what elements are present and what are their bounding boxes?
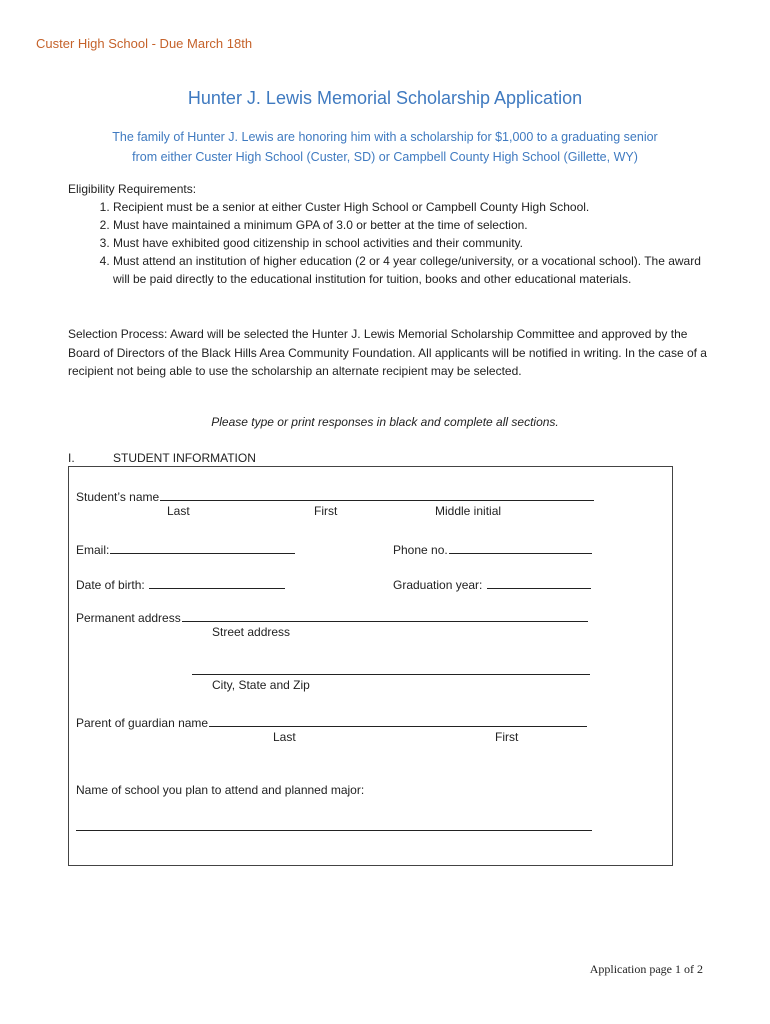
intro-line-1: The family of Hunter J. Lewis are honoring him with a scholarship for $1,000 to a graduating senior xyxy=(112,130,658,144)
eligibility-section xyxy=(68,180,708,288)
school-major-input[interactable] xyxy=(76,817,592,831)
selection-process: Selection Process: Award will be selected the Hunter J. Lewis Memorial Scholarship Committee and approved by the Board of Directors of the Black Hills Area Community Foundation. All applicants will be notified in writing. In the case of a recipient not being able to use the scholarship an alternate recipient may be selected. xyxy=(68,327,707,378)
student-name-input[interactable] xyxy=(160,487,594,501)
email-field xyxy=(76,540,295,557)
street-address-sub: Street address xyxy=(212,625,291,639)
city-state-zip-sub: City, State and Zip xyxy=(212,678,310,692)
guardian-name-input[interactable] xyxy=(209,713,587,727)
page-footer: Application page 1 of 2 xyxy=(589,962,703,976)
student-name-label: Student’s name xyxy=(76,490,160,504)
page-title: Hunter J. Lewis Memorial Scholarship Application xyxy=(187,88,583,108)
school-field-label: Name of school you plan to attend and planned major: xyxy=(76,783,365,797)
name-sub-last: Last xyxy=(167,504,190,518)
student-info-box xyxy=(68,466,673,866)
student-name-field xyxy=(76,487,594,504)
guardian-field xyxy=(76,713,587,730)
section-heading xyxy=(68,451,256,465)
instruction-text: Please type or print responses in black and complete all sections. xyxy=(211,415,559,429)
email-label: Email: xyxy=(76,543,110,557)
guardian-label: Parent of guardian name xyxy=(76,716,209,730)
grad-year-input[interactable] xyxy=(487,575,591,589)
eligibility-item: 3. Must have exhibited good citizenship in school activities and their community. xyxy=(113,234,708,252)
intro-line-2: from either Custer High School (Custer, SD) or Campbell County High School (Gillette, WY) xyxy=(132,150,638,164)
guardian-sub-last: Last xyxy=(273,730,296,744)
dob-field xyxy=(76,575,285,592)
address-label: Permanent address xyxy=(76,611,181,625)
phone-field xyxy=(393,540,592,557)
section-title: STUDENT INFORMATION xyxy=(113,451,256,465)
due-date-note: Custer High School - Due March 18th xyxy=(36,36,253,51)
eligibility-list xyxy=(68,198,708,288)
grad-year-label: Graduation year: xyxy=(393,578,486,592)
phone-label: Phone no. xyxy=(393,543,448,557)
phone-input[interactable] xyxy=(449,540,592,554)
grad-year-field xyxy=(393,575,591,592)
city-line xyxy=(191,661,590,678)
street-address-input[interactable] xyxy=(182,608,588,622)
dob-label: Date of birth: xyxy=(76,578,149,592)
eligibility-item: 1. Recipient must be a senior at either Custer High School or Campbell County High School. xyxy=(113,198,708,216)
section-number: I. xyxy=(68,451,75,465)
eligibility-heading: Eligibility Requirements: xyxy=(68,182,197,196)
city-state-zip-input[interactable] xyxy=(192,661,590,675)
name-sub-first: First xyxy=(314,504,338,518)
school-line xyxy=(76,817,592,834)
eligibility-item: 2. Must have maintained a minimum GPA of 3.0 or better at the time of selection. xyxy=(113,216,708,234)
name-sub-middle: Middle initial xyxy=(435,504,502,518)
email-input[interactable] xyxy=(110,540,295,554)
eligibility-item: 4. Must attend an institution of higher education (2 or 4 year college/university, or a vocational school). The award will be paid directly to the educational institution for tuition, books and other educational materials. xyxy=(113,252,708,288)
guardian-sub-first: First xyxy=(495,730,519,744)
intro-paragraph xyxy=(78,127,692,167)
address-field xyxy=(76,608,588,625)
dob-input[interactable] xyxy=(149,575,285,589)
